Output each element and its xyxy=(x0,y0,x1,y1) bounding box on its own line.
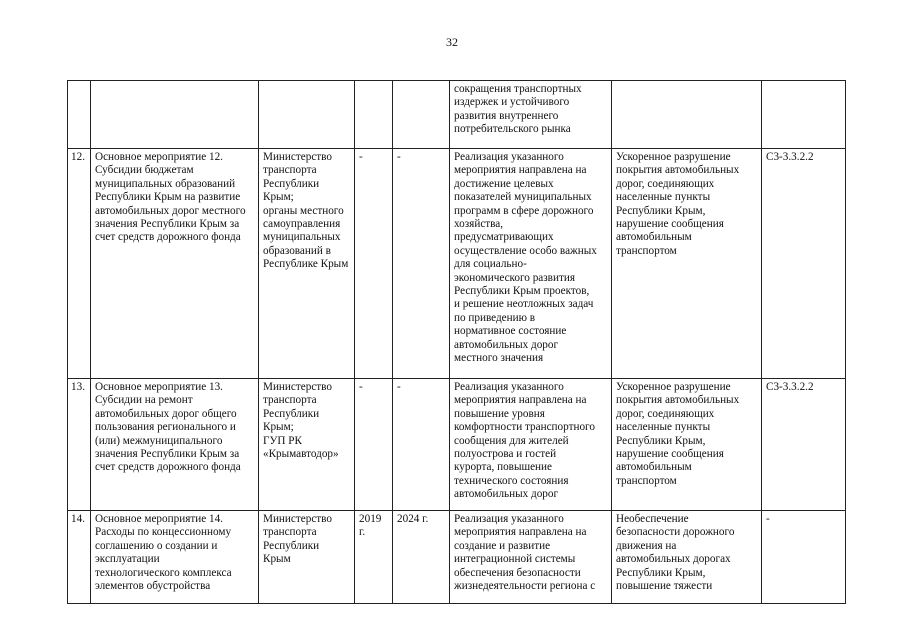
end-year xyxy=(393,81,450,149)
expected-result: Реализация указанного мероприятия направлена на повышение уровня комфортности транспортного сообщения для жителей полуострова и гостей курорта, повышение технического состояния автомобильных дорог xyxy=(450,379,612,511)
table-row xyxy=(68,149,846,379)
table-row xyxy=(68,379,846,511)
responsible-executor: Министерство транспорта Республики Крым xyxy=(259,511,355,604)
start-year: - xyxy=(355,149,393,379)
start-year xyxy=(355,81,393,149)
activity-name: Основное мероприятие 13. Субсидии на ремонт автомобильных дорог общего пользования регионального и (или) межмуниципального значения Республики Крым за счет средств дорожного фонда xyxy=(91,379,259,511)
indicator-link: - xyxy=(762,511,846,604)
non-implementation-consequences: Ускоренное разрушение покрытия автомобильных дорог, соединяющих населенные пункты Республики Крым, нарушение сообщения автомобильным транспортом xyxy=(612,149,762,379)
responsible-executor: Министерство транспорта Республики Крым; ГУП РК «Крымавтодор» xyxy=(259,379,355,511)
responsible-executor xyxy=(259,81,355,149)
table-row xyxy=(68,81,846,149)
expected-result: Реализация указанного мероприятия направлена на создание и развитие интеграционной системы обеспечения безопасности жизнедеятельности региона с xyxy=(450,511,612,604)
indicator-link: С3-3.3.2.2 xyxy=(762,149,846,379)
non-implementation-consequences: Ускоренное разрушение покрытия автомобильных дорог, соединяющих населенные пункты Республики Крым, нарушение сообщения автомобильным транспортом xyxy=(612,379,762,511)
page-number: 32 xyxy=(446,35,458,49)
table-row xyxy=(68,511,846,604)
expected-result: сокращения транспортных издержек и устойчивого развития внутреннего потребительского рынка xyxy=(450,81,612,149)
row-number: 14. xyxy=(68,511,91,604)
activity-name: Основное мероприятие 14. Расходы по концессионному соглашению о создании и эксплуатации технологического комплекса элементов обустройства xyxy=(91,511,259,604)
indicator-link: С3-3.3.2.2 xyxy=(762,379,846,511)
end-year: - xyxy=(393,379,450,511)
indicator-link xyxy=(762,81,846,149)
responsible-executor: Министерство транспорта Республики Крым; органы местного самоуправления муниципальных образований в Республике Крым xyxy=(259,149,355,379)
row-number: 13. xyxy=(68,379,91,511)
activity-name: Основное мероприятие 12. Субсидии бюджетам муниципальных образований Республики Крым на развитие автомобильных дорог местного значения Республики Крым за счет средств дорожного фонда xyxy=(91,149,259,379)
non-implementation-consequences xyxy=(612,81,762,149)
row-number xyxy=(68,81,91,149)
row-number: 12. xyxy=(68,149,91,379)
activity-name xyxy=(91,81,259,149)
end-year: - xyxy=(393,149,450,379)
start-year: - xyxy=(355,379,393,511)
start-year: 2019 г. xyxy=(355,511,393,604)
non-implementation-consequences: Необеспечение безопасности дорожного движения на автомобильных дорогах Республики Крым, повышение тяжести xyxy=(612,511,762,604)
program-activities-table xyxy=(67,80,846,604)
expected-result: Реализация указанного мероприятия направлена на достижение целевых показателей муниципальных программ в сфере дорожного хозяйства, предусматривающих осуществление особо важных для социально- экономического развития Республики Крым проектов, и решение неотложных задач по приведению в нормативное состояние автомобильных дорог местного значения xyxy=(450,149,612,379)
end-year: 2024 г. xyxy=(393,511,450,604)
